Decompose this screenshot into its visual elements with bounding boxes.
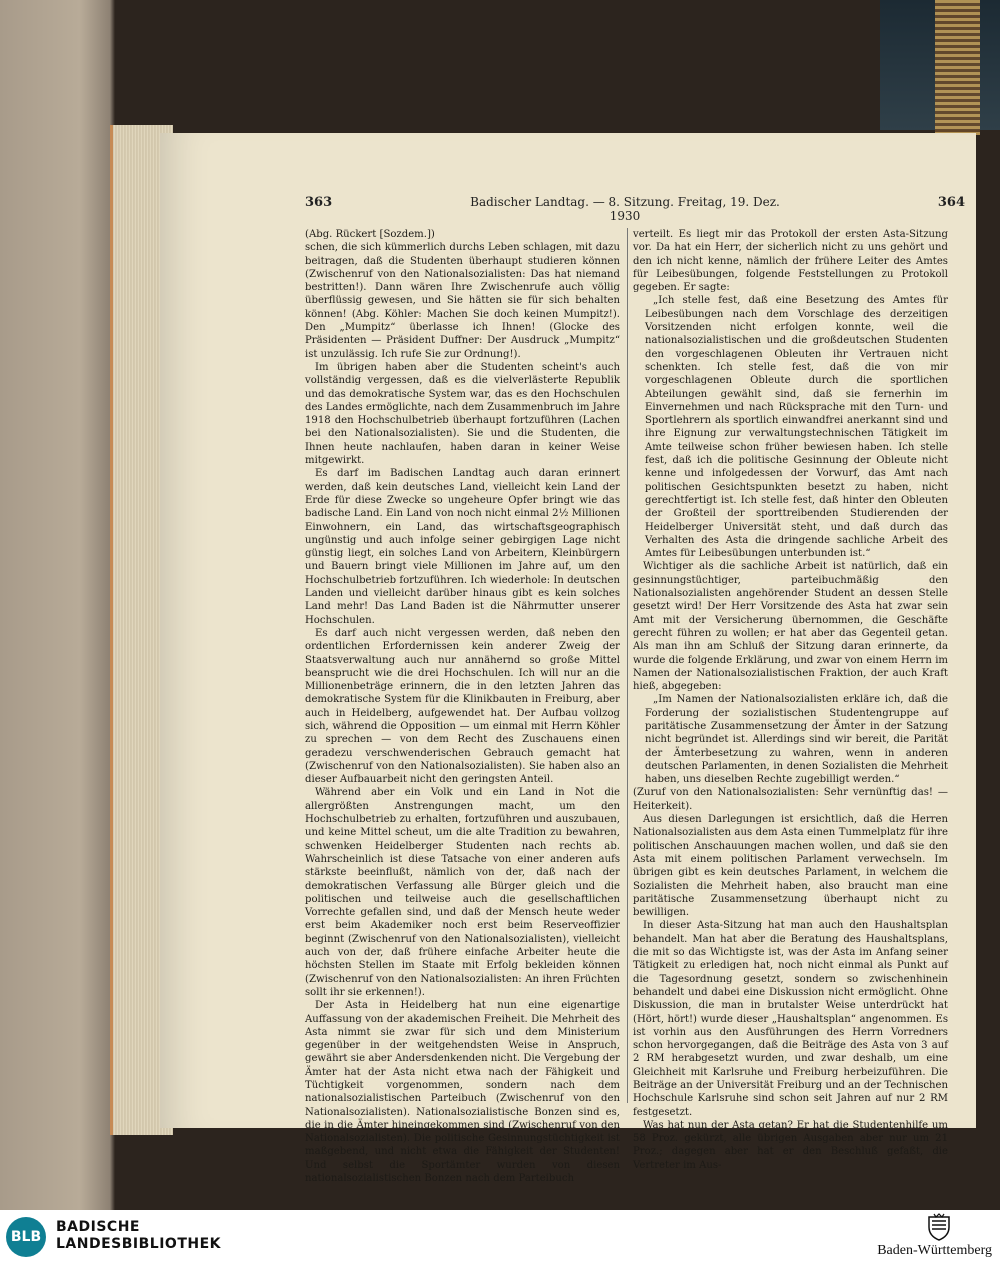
paragraph: verteilt. Es liegt mir das Protokoll der ersten Asta-Sitzung vor. Da hat ein Herr, der sicherlich nicht zu uns gehört und den ich nicht kenne, nämlich der frühere Leiter des Amtes für Leibesübungen, folgende Feststellungen zu Protokoll gegeben. Er sagte:	[633, 229, 948, 294]
paragraph: Es darf auch nicht vergessen werden, daß neben den ordentlichen Erfordernissen kein anderer Zweig der Staatsverwaltung auch nur annähernd so große Mittel beansprucht wie die drei Hochschulen. Ich will nur an die Millionenbeträge erinnern, die in den letzten Jahren das demokratische System für die Klinikbauten in Freiburg, aber auch in Heidelberg, aufgewendet hat. Der Aufbau vollzog sich, während die Opposition — um einmal mit Herrn Köhler zu sprechen — von dem Recht des Zuschauens einen geradezu verschwenderischen Gebrauch gemacht hat (Zwischenruf von den Nationalsozialisten). Sie haben also an dieser Aufbauarbeit nicht den geringsten Anteil.	[305, 627, 620, 786]
library-name[interactable]	[56, 1219, 221, 1253]
headband	[935, 0, 980, 135]
blb-logo[interactable]: BLB	[6, 1217, 46, 1257]
footer-bar	[0, 1210, 1000, 1262]
paragraph: Der Asta in Heidelberg hat nun eine eigenartige Auffassung von der akademischen Freiheit. Die Mehrheit des Asta nimmt sie zwar für sich und dem Ministerium gegenüber in der weitgehendsten Weise in Anspruch, gewährt sie aber Andersdenkenden nicht. Die Vergebung der Ämter hat der Asta nicht etwa nach der Fähigkeit und Tüchtigkeit vorgenommen, sondern nach dem nationalsozialistischen Parteibuch (Zwischenruf von den Nationalsozialisten). Nationalsozialistische Bonzen sind es, die in die Ämter hineingekommen sind (Zwischenruf von den Nationalsozialisten). Die politische Gesinnungstüchtigkeit ist maßgebend, und nicht etwa die Fähigkeit der Studenten! Und selbst die Sportämter wurden von diesen nationalsozialistischen Bonzen nach dem Parteibuch	[305, 1000, 620, 1185]
page-number-left: 363	[305, 195, 333, 210]
page-header	[305, 195, 965, 223]
paragraph: Während aber ein Volk und ein Land in Not die allergrößten Anstrengungen macht, um den Hochschulbetrieb zu erhalten, fortzuführen und auszubauen, und keine Mittel scheut, um die alte Tradition zu bewahren, schwenken Heidelberger Studenten nach rechts ab. Wahrscheinlich ist diese Tatsache von einer anderen aufs stärkste beeinflußt, nämlich von der, daß nach der demokratischen Verfassung alle Bürger gleich und die politischen und teilweise auch die gesellschaftlichen Vorrechte gefallen sind, und daß der Mensch heute weder erst beim Akademiker noch erst beim Reserveoffizier beginnt (Zwischenruf von den Nationalsozialisten), vielleicht auch von der, daß frühere einfache Arbeiter heute die höchsten Stellen im Staate mit Erfolg bekleiden können (Zwischenruf von den Nationalsozialisten: An ihren Früchten sollt ihr sie erkennen!).	[305, 787, 620, 998]
paragraph: Im übrigen haben aber die Studenten scheint's auch vollständig vergessen, daß es die vielverlästerte Republik und das demokratische System war, das es den Hochschulen des Landes ermöglichte, nach dem Zusammenbruch im Jahre 1918 den Hochschulbetrieb überhaupt fortzuführen (Lachen bei den Nationalsozialisten). Sie und die Studenten, die Ihnen heute nachlaufen, haben daran in keiner Weise mitgewirkt.	[305, 361, 620, 467]
paragraph: Wichtiger als die sachliche Arbeit ist natürlich, daß ein gesinnungstüchtiger, parteibuchmäßig den Nationalsozialisten angehörender Student an dessen Stelle gesetzt wird! Der Herr Vorsitzende des Asta hat zwar sein Amt mit der Versicherung übernommen, die Geschäfte gerecht führen zu wollen; er hat aber das Gegenteil getan. Als man ihn am Schluß der Sitzung daran erinnerte, da wurde die folgende Erklärung, und zwar von einem Herrn im Namen der Nationalsozialistischen Fraktion, der auch Kraft hieß, abgegeben:	[633, 561, 948, 693]
page-number-right: 364	[937, 195, 965, 210]
paragraph: schen, die sich kümmerlich durchs Leben schlagen, mit dazu beitragen, daß die Studenten überhaupt studieren können (Zwischenruf von den Nationalsozialisten: Das hat niemand bestritten!). Dann wären Ihre Zwischenrufe auch völlig überflüssig gewesen, und Sie hätten sie für sich behalten können! (Abg. Köhler: Machen Sie doch keinen Mumpitz!). Den „Mumpitz“ überlasse ich Ihnen! (Glocke des Präsidenten — Präsident Duffner: Der Ausdruck „Mumpitz“ ist unzulässig. Ich rufe Sie zur Ordnung!).	[305, 242, 620, 360]
paragraph: Es darf im Badischen Landtag auch daran erinnert werden, daß kein deutsches Land, vielleicht kein Land der Erde für diese Zwecke so ungeheure Opfer bringt wie das badische Land. Ein Land von noch nicht einmal 2½ Millionen Einwohnern, ein Land, das wirtschaftsgeographisch ungünstig und auch infolge seiner gebirgigen Lage nicht günstig liegt, ein solches Land von Arbeitern, Kleinbürgern und Bauern bringt viele Millionen im Jahre auf, um den Hochschulbetrieb fortzuführen. Ich wiederhole: In deutschen Landen und vielleicht darüber hinaus gibt es kein solches Land mehr! Das Land Baden ist die Nährmutter unserer Hochschulen.	[305, 468, 620, 626]
running-title: Badischer Landtag. — 8. Sitzung. Freitag, 19. Dez. 1930	[470, 195, 780, 223]
document-page	[160, 133, 976, 1185]
coat-of-arms-icon	[926, 1213, 952, 1241]
paragraph: Aus diesen Darlegungen ist ersichtlich, daß die Herren Nationalsozialisten aus dem Asta einen Tummelplatz für ihre politischen Anschauungen machen wollen, und daß sie den Asta mit einem politischen Parlament verwechseln. Im übrigen gibt es kein deutsches Parlament, in welchem die Sozialisten die Mehrheit haben, also braucht man eine paritätische Zusammensetzung überhaupt nicht zu bewilligen.	[633, 814, 948, 919]
library-name-line2: LANDESBIBLIOTHEK	[56, 1236, 222, 1252]
paragraph: (Abg. Rückert [Sozdem.])	[305, 229, 435, 240]
paragraph: (Zuruf von den Nationalsozialisten: Sehr vernünftig das! — Heiterkeit).	[633, 787, 948, 812]
paragraph: Was hat nun der Asta getan? Er hat die Studentenhilfe um 58 Proz. gekürzt, alle übrigen Ausgaben aber nur um 21 Proz.; dagegen aber hat er den Beschluß gefaßt, die Vertreter im Aus-	[633, 1119, 948, 1171]
left-text-column	[305, 228, 620, 1185]
paragraph: „Ich stelle fest, daß eine Besetzung des Amtes für Leibesübungen nach dem Vorschlage des derzeitigen Vorsitzenden nicht erfolgen konnte, weil die nationalsozialistischen und die großdeutschen Studenten den vorgeschlagenen Obleuten ihr Vertrauen nicht schenkten. Ich stelle fest, daß die von mir vorgeschlagenen Obleute durch die sportlichen Abteilungen gewählt sind, daß sie fernerhin im Einvernehmen und nach Rücksprache mit den Turn- und Sportlehrern als sportlich einwandfrei anerkannt sind und ihre Eignung zur verwaltungstechnischen Tätigkeit im Amte teilweise schon früher bewiesen haben. Ich stelle fest, daß ich die politische Gesinnung der Obleute nicht kenne und infolgedessen der Vorwurf, das Amt nach politischen Gesichtspunkten besetzt zu haben, nicht gerechtfertigt ist. Ich stelle fest, daß hinter den Obleuten der Großteil der sporttreibenden Studierenden der Heidelberger Universität steht, und daß durch das Verhalten des Asta die dringende sachliche Arbeit des Amtes für Leibesübungen unterbunden ist.“	[645, 295, 948, 560]
paragraph: In dieser Asta-Sitzung hat man auch den Haushaltsplan behandelt. Man hat aber die Beratung des Haushaltsplans, die mit so das Wichtigste ist, was der Asta im Anfang seiner Tätigkeit zu erledigen hat, noch nicht einmal als Punkt auf die Tagesordnung gesetzt, sondern so zwischenhinein behandelt und dabei eine Diskussion nicht ermöglicht. Ohne Diskussion, die man in brutalster Weise unterdrückt hat (Hört, hört!) wurde dieser „Haushaltsplan“ angenommen. Es ist vorhin aus den Ausführungen des Herrn Vorredners schon hervorgegangen, daß die Beiträge des Asta von 3 auf 2 RM herabgesetzt wurden, und zwar deshalb, um eine Gleichheit mit Karlsruhe und Freiburg herbeizuführen. Die Beiträge an der Universität Freiburg und an der Technischen Hochschule Karlsruhe sind schon seit Jahren auf nur 2 RM festgesetzt.	[633, 920, 948, 1118]
paragraph: „Im Namen der Nationalsozialisten erkläre ich, daß die Forderung der sozialistischen Studentengruppe auf paritätische Zusammensetzung der Ämter in der Satzung nicht begründet ist. Allerdings sind wir bereit, die Parität der Ämterbesetzung zu wahren, wenn in anderen deutschen Parlamenten, in denen Sozialisten die Mehrheit haben, uns dieselben Rechte zugebilligt werden.“	[645, 694, 948, 786]
state-name: Baden-Württemberg	[877, 1243, 992, 1258]
right-text-column	[633, 228, 948, 1171]
column-divider	[627, 228, 628, 1103]
library-name-line1: BADISCHE	[56, 1219, 140, 1235]
